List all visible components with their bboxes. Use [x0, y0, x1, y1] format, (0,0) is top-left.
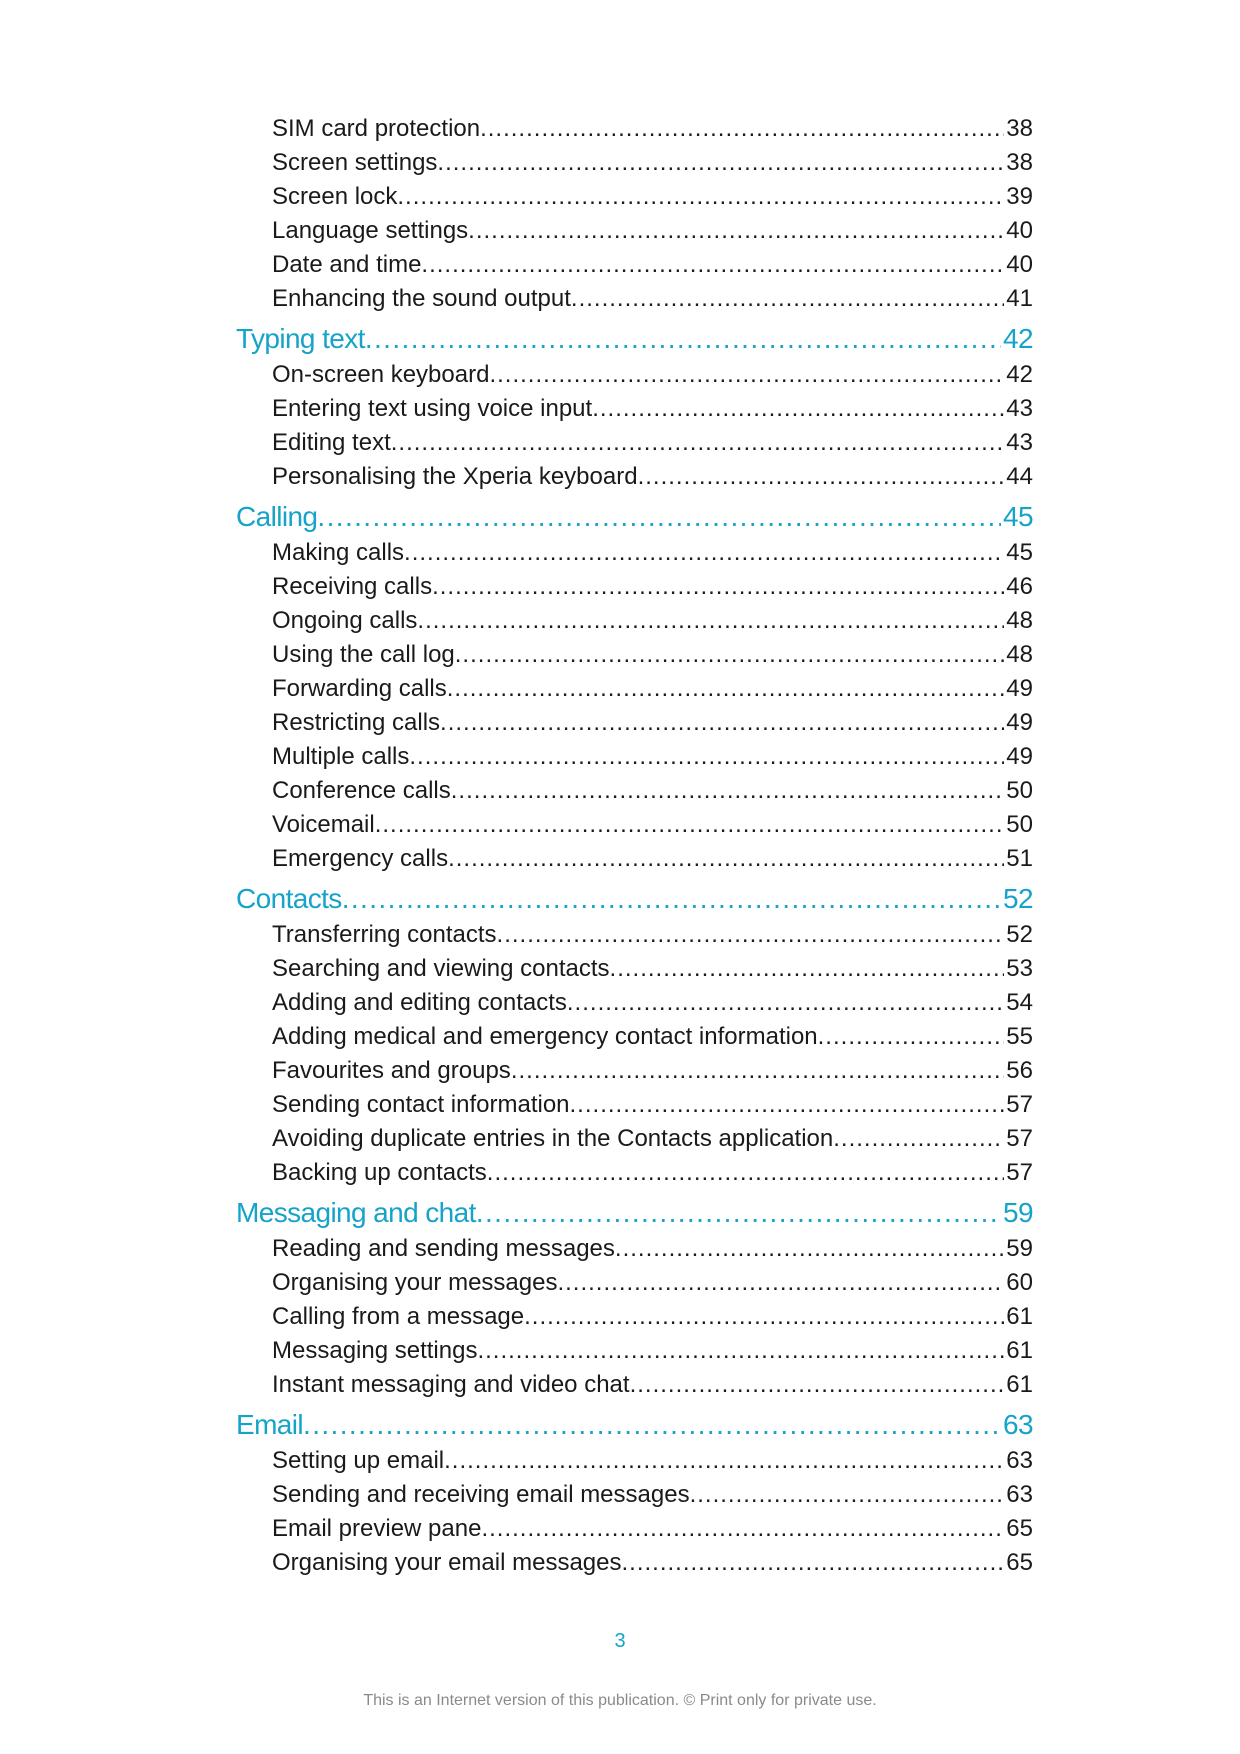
toc-entry-page: 55 [1006, 1023, 1033, 1050]
dot-leader [375, 808, 1005, 842]
dot-leader [477, 1334, 1004, 1368]
dot-leader [557, 1266, 1004, 1300]
dot-leader [481, 1512, 1004, 1546]
dot-leader [342, 880, 1001, 918]
toc-entry-page: 41 [1006, 285, 1033, 312]
toc-entry-page: 52 [1003, 883, 1033, 914]
dot-leader [524, 1300, 1004, 1334]
toc-entry-title: Instant messaging and video chat [272, 1371, 630, 1398]
dot-leader [570, 1088, 1005, 1122]
toc-entry-title: Language settings [272, 217, 469, 244]
toc-entry[interactable] [272, 1478, 1033, 1512]
toc-entry-title: Searching and viewing contacts [272, 955, 610, 982]
dot-leader [404, 536, 1004, 570]
dot-leader [417, 604, 1004, 638]
toc-entry-title: Screen lock [272, 183, 398, 210]
toc-entry-page: 56 [1006, 1057, 1033, 1084]
toc-entry[interactable] [272, 1266, 1033, 1300]
toc-entry[interactable] [272, 986, 1033, 1020]
toc-entry-page: 50 [1006, 777, 1033, 804]
dot-leader [448, 842, 1004, 876]
dot-leader [818, 1020, 1005, 1054]
toc-entry-page: 50 [1006, 811, 1033, 838]
toc-entry[interactable] [272, 918, 1033, 952]
toc-entry[interactable] [272, 392, 1033, 426]
footer-notice: This is an Internet version of this publication. © Print only for private use. [363, 1692, 877, 1709]
toc-entry-page: 42 [1003, 323, 1033, 354]
page-number: 3 [614, 1630, 626, 1652]
toc-entry-title: Using the call log [272, 641, 455, 668]
toc-entry[interactable] [272, 604, 1033, 638]
toc-section-entry[interactable] [236, 1406, 1033, 1444]
toc-entry-title: Transferring contacts [272, 921, 497, 948]
toc-entry-page: 45 [1003, 501, 1033, 532]
toc-entry-page: 39 [1006, 183, 1033, 210]
toc-entry[interactable] [272, 112, 1033, 146]
toc-entry-page: 42 [1006, 361, 1033, 388]
dot-leader [489, 358, 1004, 392]
toc-entry-page: 59 [1006, 1235, 1033, 1262]
toc-entry-title: Typing text [236, 323, 365, 354]
toc-entry-title: Making calls [272, 539, 405, 566]
dot-leader [610, 952, 1005, 986]
toc-entry[interactable] [272, 1054, 1033, 1088]
toc-entry[interactable] [272, 706, 1033, 740]
toc-entry[interactable] [272, 740, 1033, 774]
toc-entry[interactable] [272, 1444, 1033, 1478]
toc-entry[interactable] [272, 672, 1033, 706]
toc-entry-page: 61 [1006, 1337, 1033, 1364]
toc-section-entry[interactable] [236, 880, 1033, 918]
toc-entry-title: Calling from a message [272, 1303, 525, 1330]
dot-leader [571, 282, 1004, 316]
dot-leader [480, 112, 1004, 146]
dot-leader [497, 918, 1005, 952]
dot-leader [622, 1546, 1005, 1580]
toc-entry-title: Messaging settings [272, 1337, 478, 1364]
dot-leader [487, 1156, 1005, 1190]
dot-leader [437, 146, 1004, 180]
toc-entry-title: Setting up email [272, 1447, 445, 1474]
toc-entry-title: Editing text [272, 429, 391, 456]
toc-entry-title: Email preview pane [272, 1515, 482, 1542]
toc-entry-title: Restricting calls [272, 709, 441, 736]
dot-leader [615, 1232, 1004, 1266]
toc-entry-title: Sending and receiving email messages [272, 1481, 690, 1508]
toc-entry-title: Sending contact information [272, 1091, 570, 1118]
dot-leader [409, 740, 1004, 774]
toc-entry-page: 38 [1006, 149, 1033, 176]
toc-entry[interactable] [272, 214, 1033, 248]
toc-entry-title: Email [236, 1409, 304, 1440]
toc-entry-page: 59 [1003, 1197, 1033, 1228]
toc-entry-page: 52 [1006, 921, 1033, 948]
toc-entry-title: Conference calls [272, 777, 451, 804]
dot-leader [317, 498, 1001, 536]
toc-entry[interactable] [272, 248, 1033, 282]
dot-leader [397, 180, 1004, 214]
toc-entry-page: 43 [1006, 395, 1033, 422]
dot-leader [630, 1368, 1005, 1402]
toc-entry-page: 38 [1006, 115, 1033, 142]
toc-entry-page: 65 [1006, 1549, 1033, 1576]
toc-entry-title: Date and time [272, 251, 422, 278]
toc-entry[interactable] [272, 1020, 1033, 1054]
toc-section-entry[interactable] [236, 1194, 1033, 1232]
toc-entry[interactable] [272, 146, 1033, 180]
toc-entry-page: 60 [1006, 1269, 1033, 1296]
toc-entry-page: 48 [1006, 607, 1033, 634]
toc-entry[interactable] [272, 570, 1033, 604]
toc-entry-title: Messaging and chat [236, 1197, 476, 1228]
toc-entry[interactable] [272, 1088, 1033, 1122]
dot-leader [468, 214, 1004, 248]
toc-entry-title: Adding and editing contacts [272, 989, 567, 1016]
toc-section-entry[interactable] [236, 320, 1033, 358]
toc-entry-page: 44 [1006, 463, 1033, 490]
toc-entry-page: 57 [1006, 1159, 1033, 1186]
dot-leader [511, 1054, 1004, 1088]
toc-entry[interactable] [272, 282, 1033, 316]
toc-entry-page: 48 [1006, 641, 1033, 668]
dot-leader [451, 774, 1005, 808]
dot-leader [391, 426, 1005, 460]
toc-entry[interactable] [272, 1122, 1033, 1156]
toc-entry[interactable] [272, 426, 1033, 460]
toc-entry-page: 63 [1006, 1481, 1033, 1508]
dot-leader [567, 986, 1004, 1020]
toc-entry[interactable] [272, 638, 1033, 672]
toc-entry-page: 49 [1006, 743, 1033, 770]
toc-entry[interactable] [272, 358, 1033, 392]
toc-entry-title: Enhancing the sound output [272, 285, 571, 312]
toc-entry-title: Screen settings [272, 149, 438, 176]
toc-entry-page: 45 [1006, 539, 1033, 566]
toc-entry-title: Multiple calls [272, 743, 410, 770]
dot-leader [447, 672, 1005, 706]
toc-entry-page: 61 [1006, 1371, 1033, 1398]
toc-section-entry[interactable] [236, 498, 1033, 536]
toc-entry-title: Voicemail [272, 811, 375, 838]
toc-entry-page: 51 [1006, 845, 1033, 872]
dot-leader [455, 638, 1005, 672]
toc-entry-title: Avoiding duplicate entries in the Contacts application [272, 1125, 834, 1152]
toc-entry-page: 40 [1006, 251, 1033, 278]
toc-entry-page: 54 [1006, 989, 1033, 1016]
toc-entry-page: 49 [1006, 675, 1033, 702]
toc-entry-title: Entering text using voice input [272, 395, 593, 422]
dot-leader [476, 1194, 1001, 1232]
toc-entry-title: On-screen keyboard [272, 361, 490, 388]
toc-entry[interactable] [272, 808, 1033, 842]
toc-entry-title: Backing up contacts [272, 1159, 487, 1186]
toc-entry[interactable] [272, 460, 1033, 494]
toc-entry[interactable] [272, 1300, 1033, 1334]
dot-leader [440, 706, 1004, 740]
toc-entry[interactable] [272, 1232, 1033, 1266]
toc-entry-title: SIM card protection [272, 115, 481, 142]
dot-leader [421, 248, 1004, 282]
toc-entry-page: 57 [1006, 1091, 1033, 1118]
toc-entry-title: Organising your email messages [272, 1549, 622, 1576]
toc-entry-title: Forwarding calls [272, 675, 447, 702]
toc-entry[interactable] [272, 180, 1033, 214]
dot-leader [444, 1444, 1004, 1478]
toc-entry[interactable] [272, 1546, 1033, 1580]
toc-entry-title: Receiving calls [272, 573, 433, 600]
toc-entry-page: 65 [1006, 1515, 1033, 1542]
toc-entry-title: Reading and sending messages [272, 1235, 615, 1262]
toc-entry-page: 43 [1006, 429, 1033, 456]
toc-entry[interactable] [272, 842, 1033, 876]
toc-entry-title: Favourites and groups [272, 1057, 511, 1084]
toc-entry-page: 57 [1006, 1125, 1033, 1152]
dot-leader [365, 320, 1001, 358]
toc-entry[interactable] [272, 774, 1033, 808]
toc-entry[interactable] [272, 952, 1033, 986]
toc-entry-page: 63 [1003, 1409, 1033, 1440]
toc-entry-title: Emergency calls [272, 845, 449, 872]
toc-entry-page: 63 [1006, 1447, 1033, 1474]
dot-leader [638, 460, 1005, 494]
dot-leader [833, 1122, 1004, 1156]
toc-entry-page: 40 [1006, 217, 1033, 244]
toc-entry[interactable] [272, 1512, 1033, 1546]
toc-entry[interactable] [272, 1156, 1033, 1190]
dot-leader [303, 1406, 1001, 1444]
dot-leader [432, 570, 1004, 604]
toc-entry-title: Ongoing calls [272, 607, 418, 634]
toc-entry[interactable] [272, 1334, 1033, 1368]
toc-entry-page: 61 [1006, 1303, 1033, 1330]
toc-entry-title: Calling [236, 501, 318, 532]
toc-entry[interactable] [272, 1368, 1033, 1402]
dot-leader [690, 1478, 1005, 1512]
toc-entry-title: Personalising the Xperia keyboard [272, 463, 638, 490]
toc-entry-title: Organising your messages [272, 1269, 558, 1296]
toc-entry-title: Contacts [236, 883, 342, 914]
dot-leader [592, 392, 1004, 426]
toc-entry-title: Adding medical and emergency contact information [272, 1023, 818, 1050]
toc-entry-page: 46 [1006, 573, 1033, 600]
toc-entry-page: 53 [1006, 955, 1033, 982]
toc-entry[interactable] [272, 536, 1033, 570]
toc-entry-page: 49 [1006, 709, 1033, 736]
